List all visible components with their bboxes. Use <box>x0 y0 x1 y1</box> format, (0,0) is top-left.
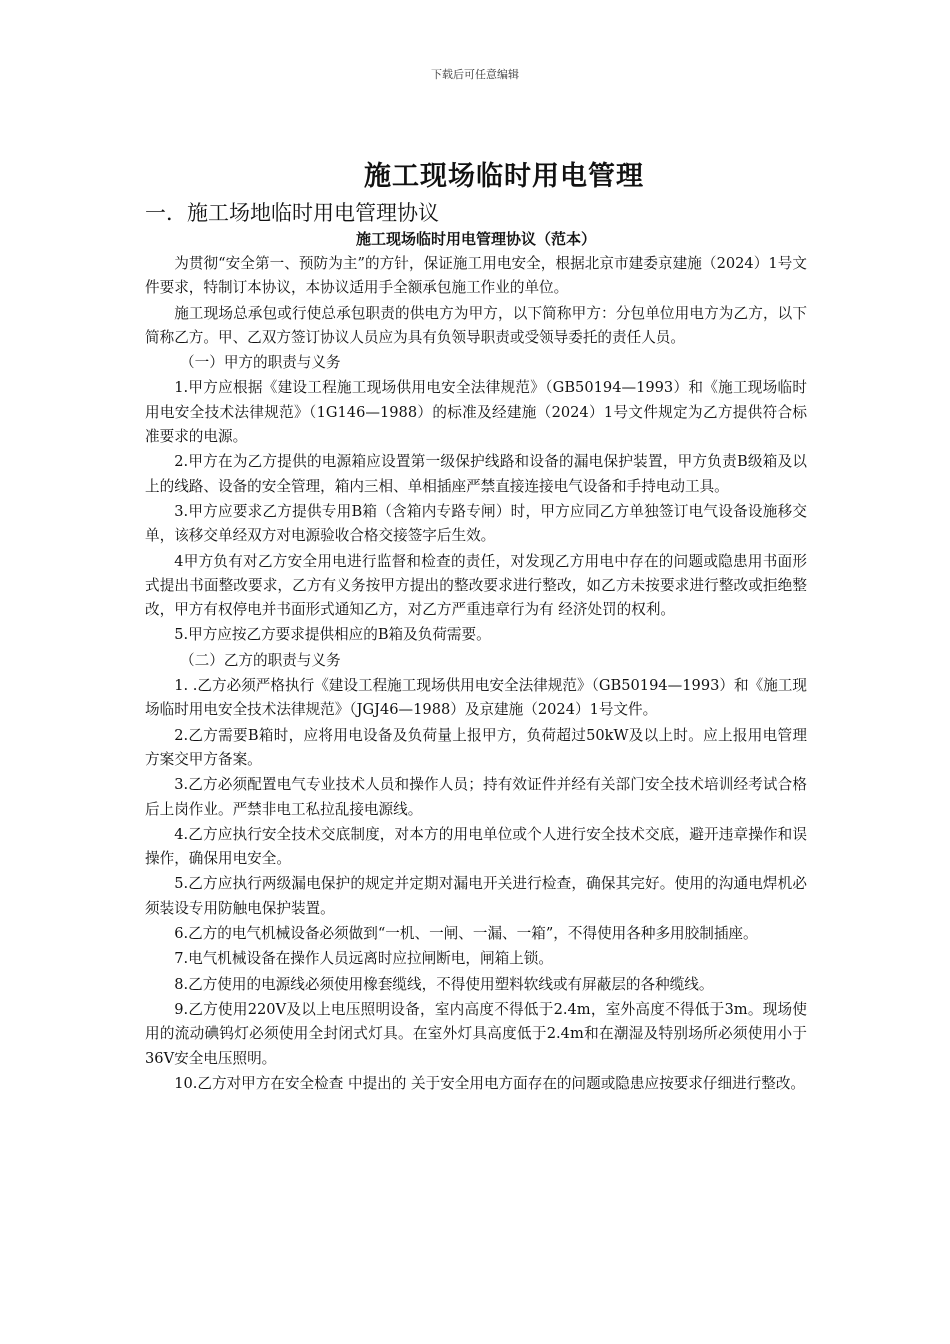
intro-paragraph: 为贯彻“安全第一、预防为主”的方针，保证施工用电安全，根据北京市建委京建施（2024）1号文件要求，特制订本协议，本协议适用手全额承包施工作业的单位。 <box>145 255 807 297</box>
section-heading: 一．施工场地临时用电管理协议 <box>145 201 439 225</box>
agreement-subtitle: 施工现场临时用电管理协议（范本） <box>355 230 596 248</box>
party-b-item: 3.乙方必须配置电气专业技术人员和操作人员；持有效证件并经有关部门安全技术培训经考试合格后上岗作业。严禁非电工私拉乱接电源线。 <box>145 776 807 818</box>
page-title: 施工现场临时用电管理 <box>364 161 644 192</box>
party-b-item: 1. .乙方必须严格执行《建设工程施工现场供用电安全法律规范》（GB50194—1993）和《施工现场临时用电安全技术法律规范》（JGJ46—1988）及京建施（2024）1号文件。 <box>145 677 807 719</box>
party-b-item: 4.乙方应执行安全技术交底制度，对本方的用电单位或个人进行安全技术交底，避开违章操作和误操作，确保用电安全。 <box>145 825 807 868</box>
header-note: 下载后可任意编辑 <box>431 68 519 81</box>
party-a-item: 5.甲方应按乙方要求提供相应的B箱及负荷需要。 <box>174 626 491 644</box>
party-b-item: 6.乙方的电气机械设备必须做到“一机、一闸、一漏、一箱”，不得使用各种多用胶制插座。 <box>174 925 758 943</box>
party-b-item: 9.乙方使用220V及以上电压照明设备，室内高度不得低于2.4m，室外高度不得低于3m。现场使用的流动碘钨灯必须使用全封闭式灯具。在室外灯具高度低于2.4m和在潮湿及特别场所必须使用小于36V安全电压照明。 <box>145 1000 807 1067</box>
intro-paragraph: 施工现场总承包或行使总承包职责的供电方为甲方，以下简称甲方：分包单位用电方为乙方，以下简称乙方。甲、乙双方签订协议人员应为具有负领导职责或受领导委托的责任人员。 <box>145 304 807 346</box>
party-b-heading: （二）乙方的职责与义务 <box>180 651 341 669</box>
party-b-item: 8.乙方使用的电源线必须使用橡套缆线，不得使用塑料软线或有屏蔽层的各种缆线。 <box>174 975 714 993</box>
party-a-item: 4甲方负有对乙方安全用电进行监督和检查的责任，对发现乙方用电中存在的问题或隐患用书面形式提出书面整改要求，乙方有义务按甲方提出的整改要求进行整改，如乙方未按要求进行整改或拒绝整改，甲方有权停电并书面形式通知乙方，对乙方严重违章行为有 经济处罚的权利。 <box>145 552 807 619</box>
party-b-item: 7.电气机械设备在操作人员远离时应拉闸断电，闸箱上锁。 <box>174 950 553 968</box>
party-b-item: 2.乙方需要B箱时，应将用电设备及负荷量上报甲方，负荷超过50kW及以上时。应上报用电管理方案交甲方备案。 <box>145 726 807 768</box>
party-a-heading: （一）甲方的职责与义务 <box>180 354 341 372</box>
party-a-item: 2.甲方在为乙方提供的电源箱应设置第一级保护线路和设备的漏电保护装置，甲方负责B级箱及以上的线路、设备的安全管理，箱内三相、单相插座严禁直接连接电气设备和手持电动工具。 <box>145 453 807 495</box>
party-b-item: 5.乙方应执行两级漏电保护的规定并定期对漏电开关进行检查，确保其完好。使用的沟通电焊机必须装设专用防触电保护装置。 <box>145 875 807 917</box>
party-a-item: 3.甲方应要求乙方提供专用B箱（含箱内专路专闸）时，甲方应同乙方单独签订电气设备设施移交单，该移交单经双方对电源验收合格交接签字后生效。 <box>145 502 807 545</box>
document-body <box>145 198 807 1097</box>
party-a-item: 1.甲方应根据《建设工程施工现场供用电安全法律规范》（GB50194—1993）和《施工现场临时用电安全技术法律规范》（1G146—1988）的标准及经建施（2024）1号文件规定为乙方提供符合标准要求的电源。 <box>145 379 807 446</box>
party-b-item: 10.乙方对甲方在安全检查 中提出的 关于安全用电方面存在的问题或隐患应按要求仔细进行整改。 <box>174 1074 806 1092</box>
